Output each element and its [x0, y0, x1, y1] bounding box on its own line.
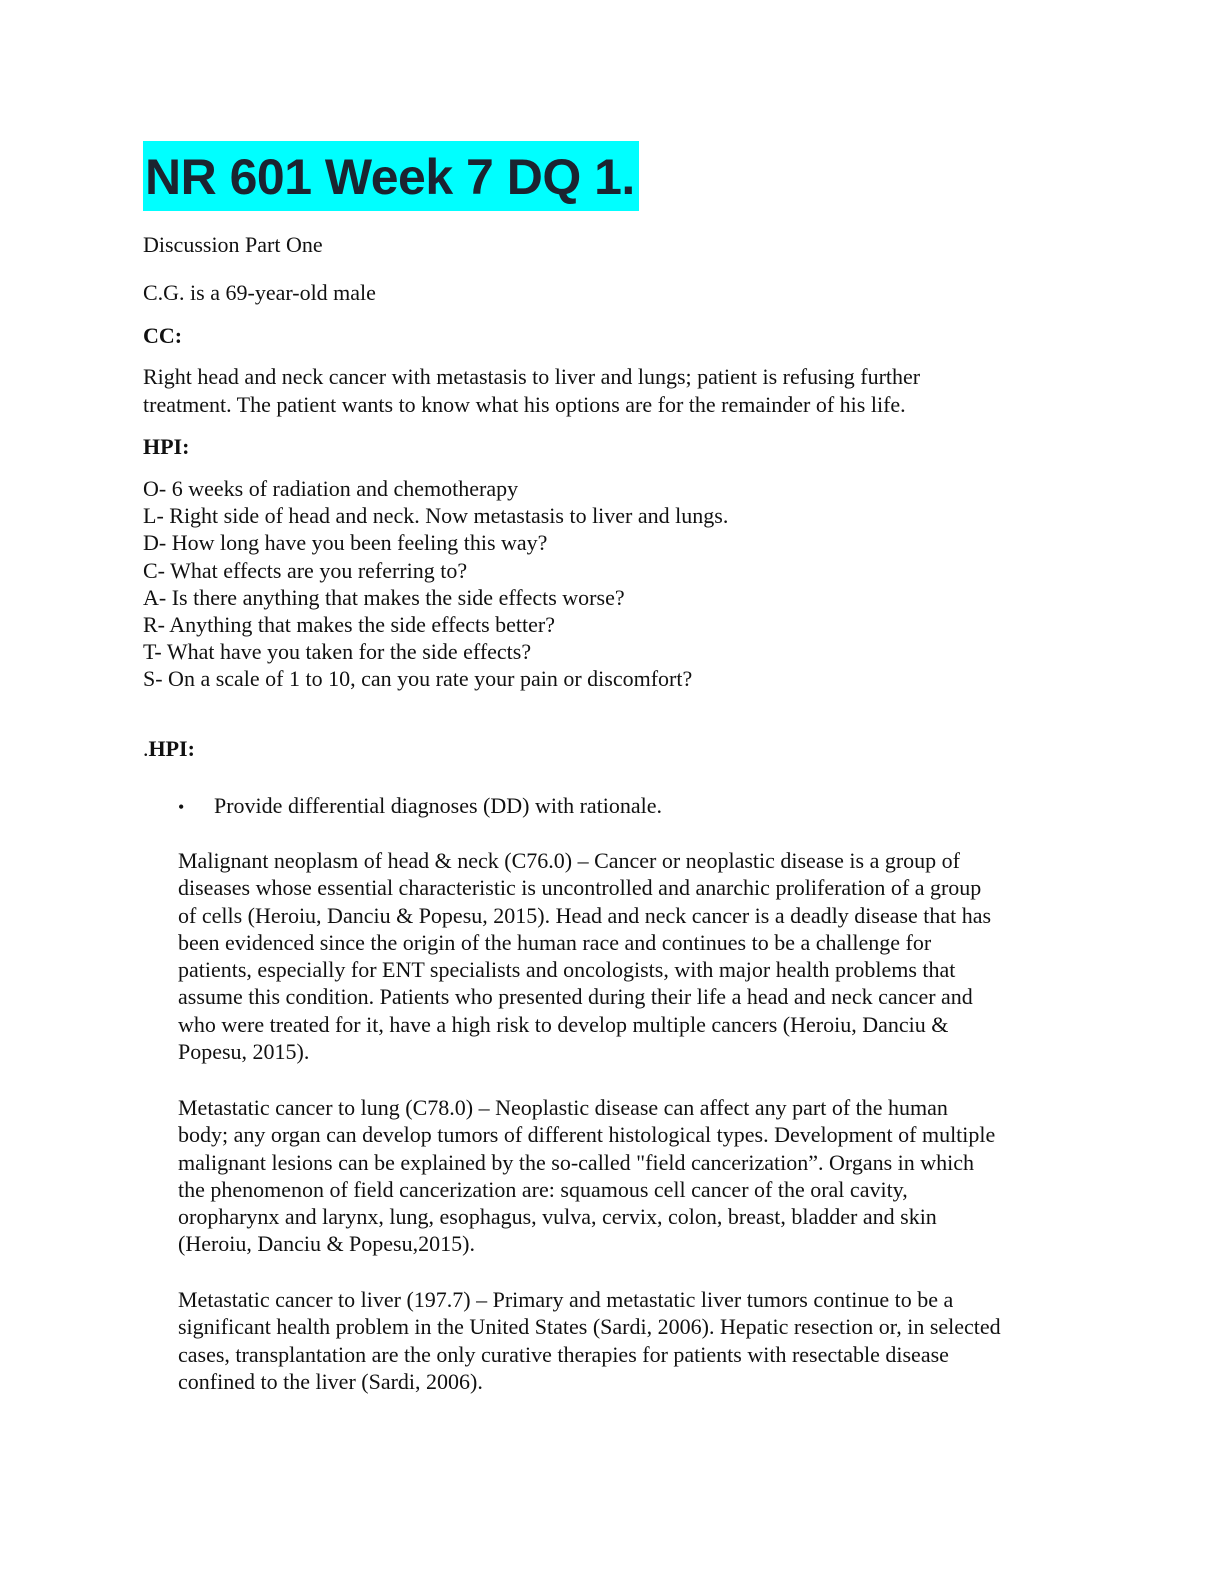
paragraph-line: malignant lesions can be explained by the so-called "field cancerization”. Organs in which — [178, 1149, 975, 1175]
document-title: NR 601 Week 7 DQ 1. — [143, 141, 639, 211]
cc-text-line: treatment. The patient wants to know what his options are for the remainder of his life. — [143, 391, 906, 417]
hpi-heading: HPI: — [143, 434, 190, 459]
dd-bullet-text: Provide differential diagnoses (DD) with rationale. — [214, 793, 663, 818]
hpi2-heading: HPI: — [148, 736, 195, 761]
hpi2-heading-row — [143, 735, 195, 763]
hpi-item-treatment: T- What have you taken for the side effects? — [143, 639, 532, 665]
paragraph-line: confined to the liver (Sardi, 2006). — [178, 1368, 483, 1394]
hpi-item-relieving: R- Anything that makes the side effects better? — [143, 612, 555, 638]
paragraph-line: the phenomenon of field cancerization are: squamous cell cancer of the oral cavity, — [178, 1176, 908, 1202]
cc-heading: CC: — [143, 323, 183, 348]
discussion-part-label: Discussion Part One — [143, 232, 323, 257]
hpi-item-onset: O- 6 weeks of radiation and chemotherapy — [143, 476, 519, 501]
hpi-item-severity: S- On a scale of 1 to 10, can you rate your pain or discomfort? — [143, 666, 693, 692]
paragraph-line: who were treated for it, have a high risk to develop multiple cancers (Heroiu, Danciu & — [178, 1011, 949, 1037]
hpi-item-duration: D- How long have you been feeling this way? — [143, 530, 548, 556]
paragraph-line: oropharynx and larynx, lung, esophagus, vulva, cervix, colon, breast, bladder and skin — [178, 1204, 937, 1230]
hpi-item-location: L- Right side of head and neck. Now metastasis to liver and lungs. — [143, 503, 729, 529]
paragraph-line: Metastatic cancer to liver (197.7) – Primary and metastatic liver tumors continue to be a — [178, 1287, 954, 1312]
hpi2-prefix: . — [143, 736, 149, 761]
diagnosis-head-neck — [178, 847, 1073, 1065]
paragraph-line: Popesu, 2015). — [178, 1039, 310, 1065]
paragraph-line: significant health problem in the United States (Sardi, 2006). Hepatic resection or, in selected — [178, 1314, 1001, 1340]
bullet-icon: • — [178, 797, 185, 817]
paragraph-line: of cells (Heroiu, Danciu & Popesu, 2015). Head and neck cancer is a deadly disease that has — [178, 902, 992, 928]
diagnosis-lung — [178, 1094, 1073, 1258]
paragraph-line: cases, transplantation are the only curative therapies for patients with resectable disease — [178, 1341, 949, 1367]
patient-intro: C.G. is a 69-year-old male — [143, 280, 376, 305]
dd-bullet-item — [178, 792, 662, 822]
cc-text — [143, 363, 1043, 418]
hpi-list — [143, 475, 728, 693]
hpi-item-character: C- What effects are you referring to? — [143, 557, 468, 583]
paragraph-line: (Heroiu, Danciu & Popesu,2015). — [178, 1231, 475, 1257]
paragraph-line: Metastatic cancer to lung (C78.0) – Neoplastic disease can affect any part of the human — [178, 1095, 948, 1120]
paragraph-line: diseases whose essential characteristic is uncontrolled and anarchic proliferation of a group — [178, 875, 982, 901]
cc-text-line: Right head and neck cancer with metastasis to liver and lungs; patient is refusing further — [143, 364, 921, 389]
paragraph-line: Malignant neoplasm of head & neck (C76.0) – Cancer or neoplastic disease is a group of — [178, 848, 960, 873]
hpi-item-aggravating: A- Is there anything that makes the side effects worse? — [143, 584, 625, 610]
paragraph-line: been evidenced since the origin of the human race and continues to be a challenge for — [178, 929, 932, 955]
paragraph-line: body; any organ can develop tumors of different histological types. Development of multiple — [178, 1122, 996, 1148]
paragraph-line: patients, especially for ENT specialists and oncologists, with major health problems that — [178, 957, 956, 983]
diagnosis-liver — [178, 1286, 1073, 1395]
paragraph-line: assume this condition. Patients who presented during their life a head and neck cancer and — [178, 984, 973, 1010]
